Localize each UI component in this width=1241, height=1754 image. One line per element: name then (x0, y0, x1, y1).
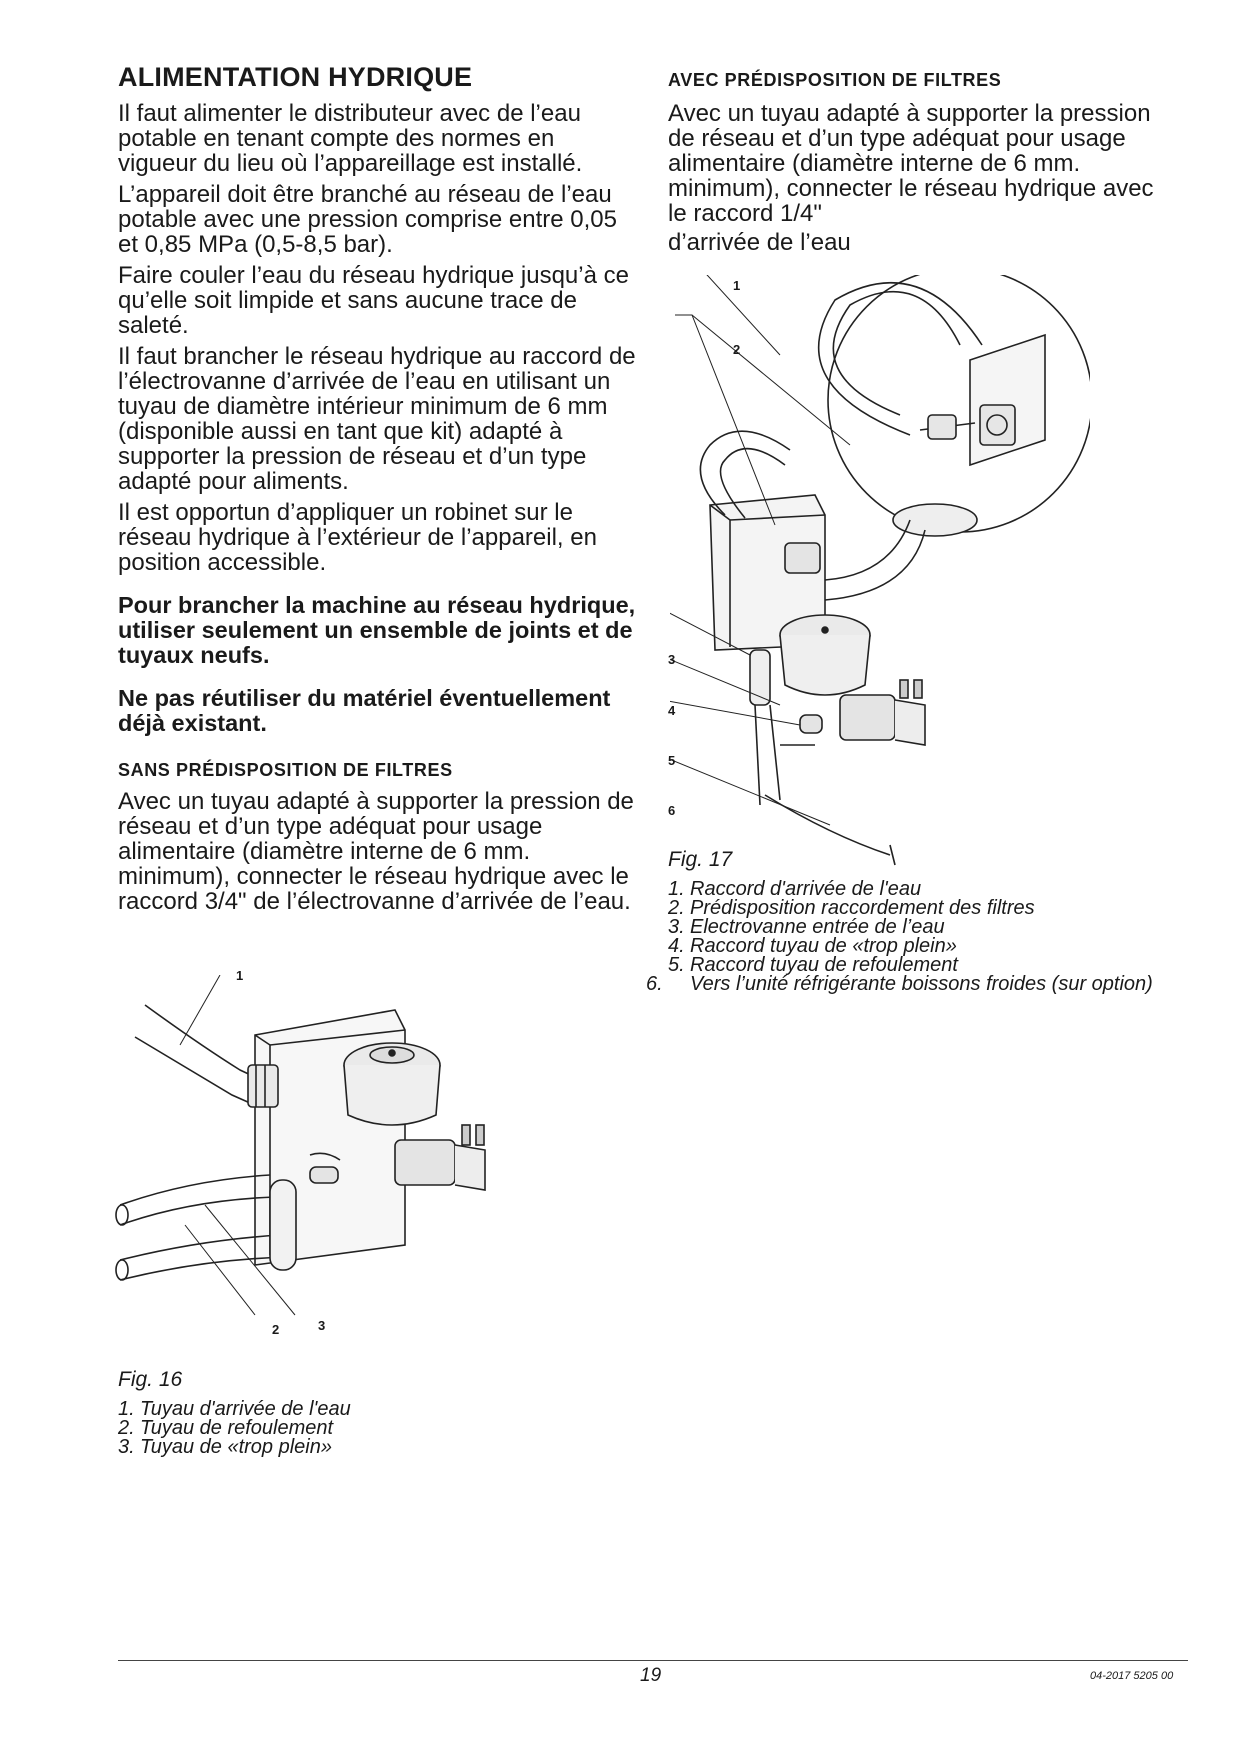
fig16-legend (118, 1400, 618, 1457)
right-column (668, 70, 1168, 261)
paragraph: L’appareil doit être branché au réseau de l’eau potable avec une pression comprise entre 0,05 et 0,85 MPa (0,5-8,5 bar). (118, 181, 617, 258)
fig16-illustration (110, 975, 530, 1335)
section-title-with-filters: AVEC PRÉDISPOSITION DE FILTRES (668, 70, 1002, 90)
left-column (118, 62, 638, 920)
warning-text: Ne pas réutiliser du matériel éventuellement déjà existant. (118, 685, 611, 736)
fig17-callout-3: 3 (668, 652, 676, 667)
fig17-callout-1: 1 (733, 278, 741, 293)
fig16-callout-2: 2 (272, 1322, 280, 1337)
legend-item: 1. Raccord d'arrivée de l'eau (668, 878, 922, 900)
legend-item: 4. Raccord tuyau de «trop plein» (668, 935, 957, 957)
paragraph: Avec un tuyau adapté à supporter la pression de réseau et d’un type adéquat pour usage alimentaire (diamètre interne de 6 mm. minimum), connecter le réseau hydrique avec le raccord 1/4" (668, 100, 1154, 227)
fig17-caption: Fig. 17 (668, 848, 733, 871)
fig17-callout-5: 5 (668, 753, 676, 768)
fig17-callout-6: 6 (668, 803, 676, 818)
fig17-illustration (670, 275, 1090, 885)
document-reference: 04-2017 5205 00 (1090, 1670, 1174, 1682)
footer-rule (118, 1660, 1188, 1661)
legend-item: 2. Tuyau de refoulement (118, 1417, 334, 1439)
fig16-callout-1: 1 (236, 968, 244, 983)
paragraph: Il est opportun d’appliquer un robinet sur le réseau hydrique à l’extérieur de l’appareil, en position accessible. (118, 499, 597, 576)
legend-item: 6. Vers l’unité réfrigérante boissons froides (sur option) (646, 973, 1153, 995)
legend-item: 3. Tuyau de «trop plein» (118, 1436, 332, 1458)
fig17-callout-2: 2 (733, 342, 741, 357)
page-heading: ALIMENTATION HYDRIQUE (118, 62, 473, 92)
warning-text: Pour brancher la machine au réseau hydrique, utiliser seulement un ensemble de joints et de tuyaux neufs. (118, 592, 636, 668)
page-number: 19 (640, 1665, 662, 1686)
paragraph: Faire couler l’eau du réseau hydrique jusqu’à ce qu’elle soit limpide et sans aucune trace de saleté. (118, 262, 629, 339)
paragraph: Il faut brancher le réseau hydrique au raccord de l’électrovanne d’arrivée de l’eau en utilisant un tuyau de diamètre intérieur minimum de 6 mm (disponible aussi en tant que kit) adapté à supporter la pression de réseau et d’un type adapté pour aliments. (118, 343, 636, 495)
paragraph: Avec un tuyau adapté à supporter la pression de réseau et d’un type adéquat pour usage alimentaire (diamètre interne de 6 mm. minimum), connecter le réseau hydrique avec le raccord 3/4" de l’électrovanne d’arrivée de l’eau. (118, 788, 634, 915)
legend-item: 2. Prédisposition raccordement des filtres (668, 897, 1035, 919)
fig16-caption: Fig. 16 (118, 1368, 183, 1391)
fig16-callout-3: 3 (318, 1318, 326, 1333)
legend-item: 3. Electrovanne entrée de l’eau (668, 916, 945, 938)
fig17-callout-4: 4 (668, 703, 676, 718)
fig17-legend (646, 878, 1178, 995)
legend-item: 5. Raccord tuyau de refoulement (668, 954, 958, 976)
paragraph: d’arrivée de l’eau (668, 229, 851, 256)
section-title-without-filters: SANS PRÉDISPOSITION DE FILTRES (118, 760, 453, 780)
paragraph: Il faut alimenter le distributeur avec de l’eau potable en tenant compte des normes en vigueur du lieu où l’appareillage est installé. (118, 100, 583, 177)
legend-item: 1. Tuyau d'arrivée de l'eau (118, 1398, 351, 1420)
